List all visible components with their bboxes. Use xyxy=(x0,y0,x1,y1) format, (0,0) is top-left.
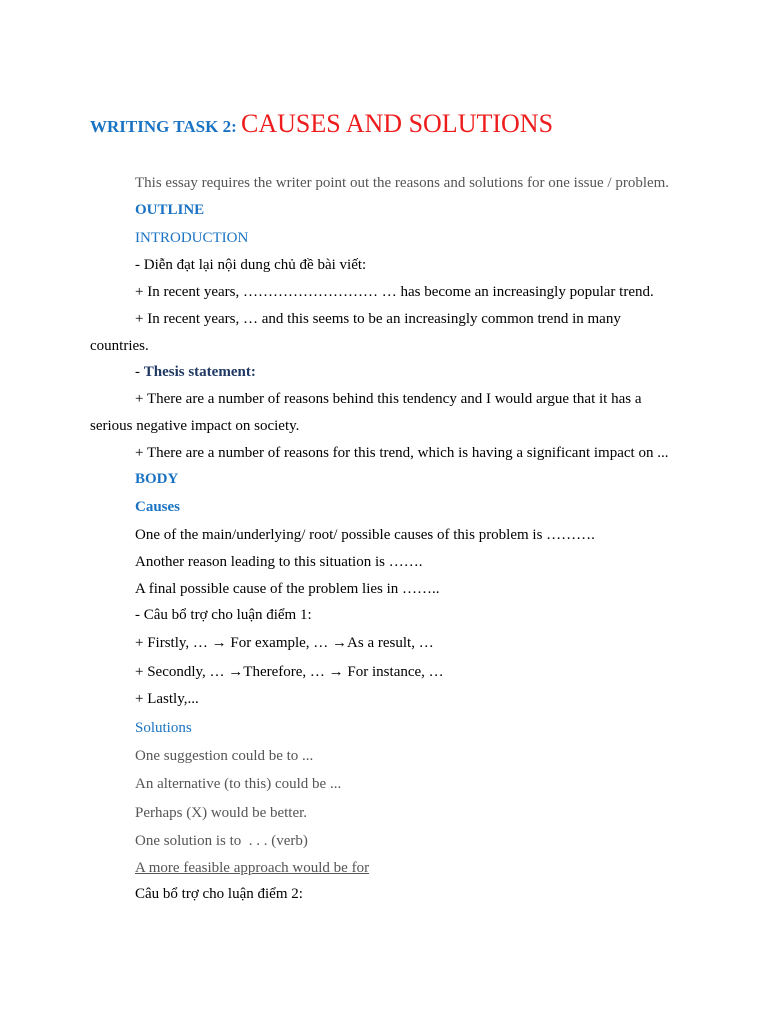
thesis-dash: - xyxy=(135,363,140,380)
thesis-item: + There are a number of reasons behind this tendency and I would argue that it has a serious negative impact on society. xyxy=(90,390,642,434)
outline-heading: OUTLINE xyxy=(135,201,205,218)
paraphrase-label: - Diễn đạt lại nội dung chủ đề bài viết: xyxy=(135,256,367,273)
title-main: CAUSES AND SOLUTIONS xyxy=(240,109,554,138)
essay-description: This essay requires the writer point out the reasons and solutions for one issue / problem. xyxy=(135,174,670,191)
support-label-2: Câu bổ trợ cho luận điểm 2: xyxy=(135,885,303,902)
paraphrase-item: + In recent years, ……………………… … has become an increasingly popular trend. xyxy=(135,283,654,300)
solution-phrase: An alternative (to this) could be ... xyxy=(135,775,342,792)
cause-phrase: Another reason leading to this situation is ……. xyxy=(135,553,423,570)
document-title xyxy=(90,109,553,142)
cause-phrase: One of the main/underlying/ root/ possible causes of this problem is ………. xyxy=(135,526,595,543)
thesis-statement-label: Thesis statement: xyxy=(143,363,256,380)
introduction-heading: INTRODUCTION xyxy=(135,229,249,246)
thesis-label xyxy=(135,359,256,386)
solution-phrase: Perhaps (X) would be better. xyxy=(135,804,308,821)
cause-phrase: A final possible cause of the problem lies in …….. xyxy=(135,580,440,597)
thesis-item: + There are a number of reasons for this trend, which is having a significant impact on ... xyxy=(135,444,669,461)
causes-heading: Causes xyxy=(135,498,181,515)
support-item: + Lastly,... xyxy=(135,690,199,707)
solutions-heading: Solutions xyxy=(135,719,192,736)
solution-phrase: One suggestion could be to ... xyxy=(135,747,314,764)
support-item: + Firstly, … → For example, … →As a result, … xyxy=(135,634,434,651)
support-item: + Secondly, … →Therefore, … → For instance, … xyxy=(135,663,444,680)
body-heading: BODY xyxy=(135,470,179,487)
support-label-1: - Câu bổ trợ cho luận điểm 1: xyxy=(135,606,312,623)
title-prefix: WRITING TASK 2: xyxy=(90,117,237,136)
solution-phrase: A more feasible approach would be for xyxy=(135,859,370,876)
solution-phrase: One solution is to . . . (verb) xyxy=(135,832,308,849)
paraphrase-item: + In recent years, … and this seems to be an increasingly common trend in many countries. xyxy=(90,310,621,354)
